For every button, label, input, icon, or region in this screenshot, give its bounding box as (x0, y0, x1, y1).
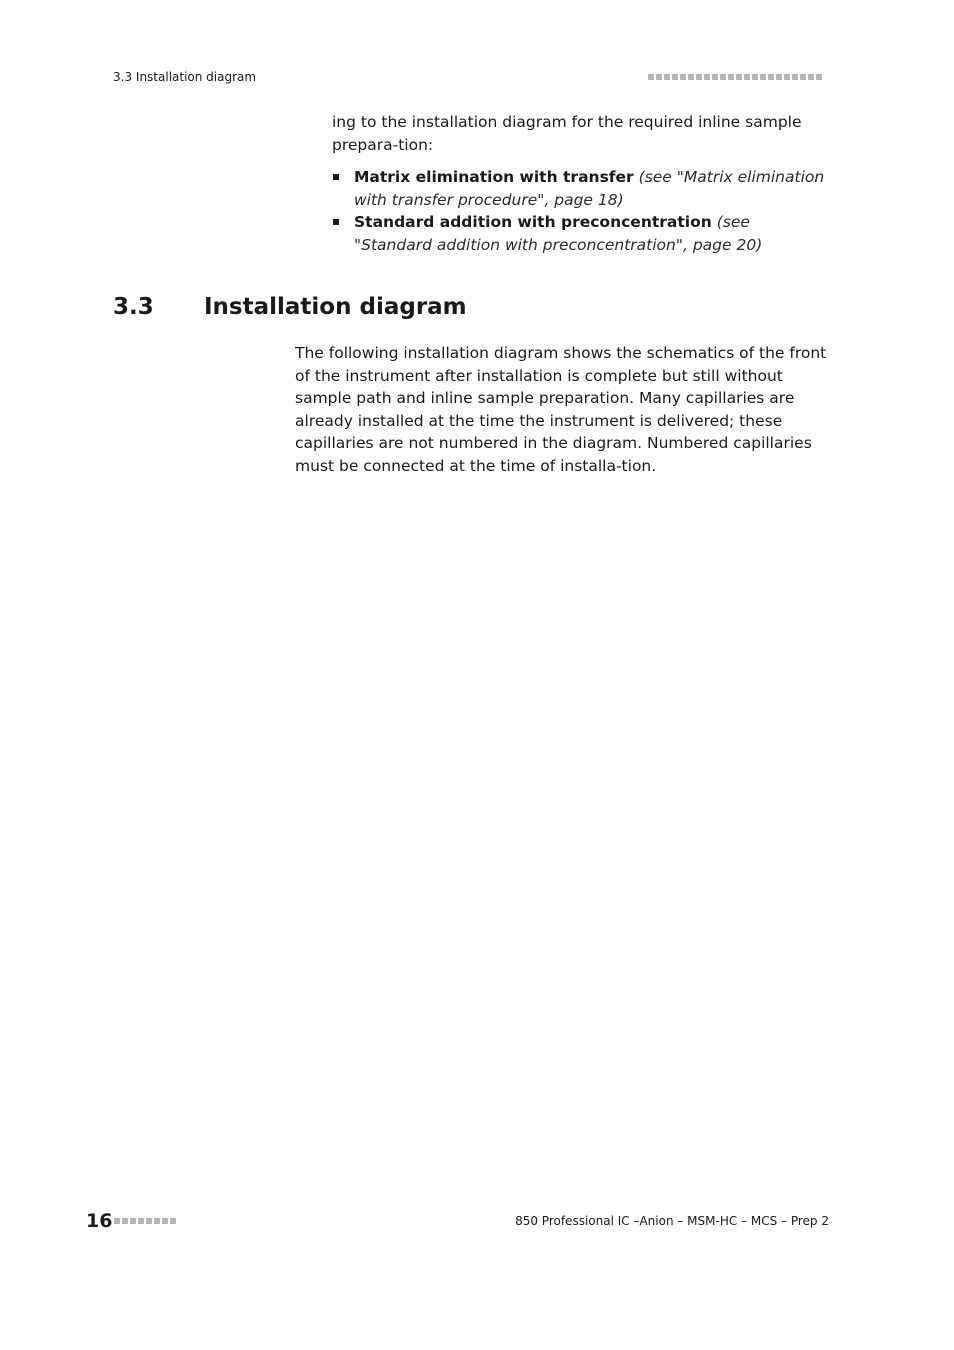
document-title: 850 Professional IC –Anion – MSM-HC – MCS – Prep 2 (515, 1214, 829, 1228)
page-number: 16 (86, 1210, 113, 1232)
decor-square (808, 74, 814, 80)
decor-square (752, 74, 758, 80)
decor-square (696, 74, 702, 80)
decor-square (712, 74, 718, 80)
decor-square (648, 74, 654, 80)
decor-square (680, 74, 686, 80)
decor-square (162, 1218, 168, 1224)
cross-reference-link[interactable]: (see "Standard addition with preconcentration", page 20) (354, 213, 763, 254)
running-header-section: 3.3 Installation diagram (113, 70, 257, 84)
decor-square (800, 74, 806, 80)
list-item-title: Standard addition with preconcentration (354, 213, 712, 231)
decor-square (656, 74, 662, 80)
decor-square (816, 74, 822, 80)
decor-square (728, 74, 734, 80)
decor-square (154, 1218, 160, 1224)
header-decor-squares (648, 74, 822, 80)
decor-square (672, 74, 678, 80)
decor-square (170, 1218, 176, 1224)
decor-square (776, 74, 782, 80)
decor-square (768, 74, 774, 80)
decor-square (114, 1218, 120, 1224)
bullet-square-icon (333, 219, 339, 225)
decor-square (720, 74, 726, 80)
decor-square (736, 74, 742, 80)
section-number: 3.3 (113, 294, 154, 320)
decor-square (792, 74, 798, 80)
section-title: Installation diagram (204, 294, 467, 320)
decor-square (138, 1218, 144, 1224)
list-item (332, 211, 832, 256)
intro-continuation-text: ing to the installation diagram for the required inline sample prepara-tion: (332, 113, 802, 154)
decor-square (744, 74, 750, 80)
decor-square (122, 1218, 128, 1224)
decor-square (784, 74, 790, 80)
cross-reference-link[interactable]: (see "Matrix elimination with transfer procedure", page 18) (354, 168, 825, 209)
section-body-text: The following installation diagram shows the schematics of the front of the instrument after installation is complete but still without sample path and inline sample preparation. Many capillaries are already installed at the time the instrument is delivered; these capillaries are not numbered in the diagram. Numbered capillaries must be connected at the time of installa-tion. (295, 344, 827, 475)
list-item-title: Matrix elimination with transfer (354, 168, 634, 186)
decor-square (146, 1218, 152, 1224)
decor-square (130, 1218, 136, 1224)
list-item (332, 166, 832, 211)
procedure-list (332, 166, 832, 256)
decor-square (664, 74, 670, 80)
intro-block (332, 111, 832, 256)
bullet-square-icon (333, 174, 339, 180)
decor-square (760, 74, 766, 80)
decor-square (688, 74, 694, 80)
decor-square (704, 74, 710, 80)
footer-decor-squares (114, 1218, 176, 1224)
